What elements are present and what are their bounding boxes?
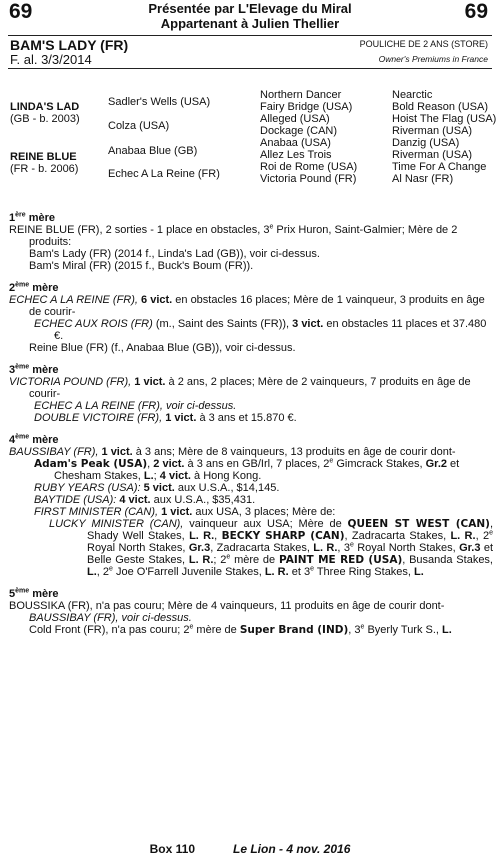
pedigree-gen3: Roi de Rome (USA) (260, 161, 358, 173)
section-title-4: 4ème mère (9, 433, 59, 446)
grand-produce-entry: LUCKY MINISTER (CAN), vainqueur aux USA; Mère de QUEEN ST WEST (CAN), Shady Well Stakes, L. R., BECKY SHARP (CAN), Zadracarta Stakes, L. R., 2e Royal North Stakes, Gr.3, Zadracarta Stakes, L. R., 3e Royal North Stakes, Gr.3 et Belle Geste Stakes, L. R.; 2e mère de PAINT ME RED (USA), Busanda Stakes, L., 2e Joe O'Farrell Juvenile Stakes, L. R. et 3e Three Ring Stakes, L. (49, 518, 494, 578)
produce-entry: ECHEC A LA REINE (FR), voir ci-dessus. (34, 400, 237, 412)
horse-category: POULICHE DE 2 ANS (STORE) (359, 39, 488, 49)
produce-entry: ECHEC AUX ROIS (FR) (m., Saint des Saints (FR)), 3 vict. en obstacles 11 places et 37.480 €. (34, 318, 487, 342)
owner-line: Appartenant à Julien Thellier (160, 16, 340, 31)
produce-entry: RUBY YEARS (USA): 5 vict. aux U.S.A., $14,145. (34, 482, 280, 494)
produce-entry: Bam's Miral (FR) (2015 f., Buck's Boum (FR)). (29, 260, 254, 272)
produce-entry: FIRST MINISTER (CAN), 1 vict. aux USA, 3 places; Mère de: (34, 506, 336, 518)
pedigree-gen4: Bold Reason (USA) (392, 101, 488, 113)
presenter-block (0, 1, 500, 31)
produce-entry: Adam's Peak (USA), 2 vict. à 3 ans en GB/Irl, 7 places, 2e Gimcrack Stakes, Gr.2 et Chesham Stakes, L.; 4 vict. à Hong Kong. (34, 457, 460, 482)
lot-number-left: 69 (9, 0, 33, 23)
pedigree-gen3: Victoria Pound (FR) (260, 173, 357, 185)
divider (8, 68, 492, 69)
section-title-2: 2ème mère (9, 281, 59, 294)
pedigree-gen4: Hoist The Flag (USA) (392, 113, 497, 125)
produce-entry: BAUSSIBAY (FR), voir ci-dessus. (29, 612, 192, 624)
produce-entry: Reine Blue (FR) (f., Anabaa Blue (GB)), voir ci-dessus. (29, 342, 296, 354)
horse-name: BAM'S LADY (FR) (10, 37, 129, 53)
pedigree-dam: REINE BLUE (10, 151, 77, 163)
pedigree-gen3: Alleged (USA) (260, 113, 330, 125)
fourth-dam-entry: BAUSSIBAY (FR), 1 vict. à 3 ans; Mère de 8 vainqueurs, 13 produits en âge de courir dont- (9, 446, 456, 458)
pedigree-gen4: Riverman (USA) (392, 125, 473, 137)
pedigree-gen3: Dockage (CAN) (260, 125, 338, 137)
first-dam-entry: REINE BLUE (FR), 2 sorties - 1 place en obstacles, 3e Prix Huron, Saint-Galmier; Mère de 2 produits: (9, 223, 458, 248)
second-dam-entry: ECHEC A LA REINE (FR), 6 vict. en obstacles 16 places; Mère de 1 vainqueur, 3 produits en âge de courir- (9, 294, 485, 318)
pedigree-gen2: Anabaa Blue (GB) (108, 145, 198, 157)
owner-premiums: Owner's Premiums in France (378, 54, 488, 64)
pedigree-dam-detail: (FR - b. 2006) (10, 163, 79, 175)
section-title-3: 3ème mère (9, 363, 59, 376)
lot-number-right: 69 (464, 0, 488, 23)
pedigree-gen4: Al Nasr (FR) (392, 173, 454, 185)
produce-entry: Cold Front (FR), n'a pas couru; 2e mère de Super Brand (IND), 3e Byerly Turk S., L. (29, 623, 452, 636)
pedigree-gen4: Nearctic (392, 89, 433, 101)
pedigree-sire: LINDA'S LAD (10, 101, 80, 113)
section-title-1: 1ère mère (9, 211, 55, 224)
pedigree-gen4: Time For A Change (392, 161, 487, 173)
produce-entry: BAYTIDE (USA): 4 vict. aux U.S.A., $35,431. (34, 494, 256, 506)
dam-line-record (9, 212, 493, 636)
produce-entry: DOUBLE VICTOIRE (FR), 1 vict. à 3 ans et 15.870 €. (34, 412, 297, 424)
produce-entry: Bam's Lady (FR) (2014 f., Linda's Lad (GB)), voir ci-dessus. (29, 248, 320, 260)
presenter-line: Présentée par L'Elevage du Miral (148, 1, 352, 16)
pedigree-gen4: Riverman (USA) (392, 149, 473, 161)
divider (8, 35, 492, 36)
pedigree-gen4: Danzig (USA) (392, 137, 460, 149)
pedigree-gen2: Colza (USA) (108, 120, 170, 132)
pedigree-gen3: Allez Les Trois (260, 149, 332, 161)
pedigree-gen2: Echec A La Reine (FR) (108, 168, 220, 180)
fifth-dam-entry: BOUSSIKA (FR), n'a pas couru; Mère de 4 vainqueurs, 11 produits en âge de courir dont- (9, 600, 445, 612)
pedigree-gen3: Anabaa (USA) (260, 137, 331, 149)
horse-identity: F. al. 3/3/2014 (10, 52, 92, 67)
box-number: Box 110 (149, 842, 195, 856)
third-dam-entry: VICTORIA POUND (FR), 1 vict. à 2 ans, 2 places; Mère de 2 vainqueurs, 7 produits en âge de courir- (9, 376, 471, 400)
section-title-5: 5ème mère (9, 587, 59, 600)
sale-event: Le Lion - 4 nov. 2016 (233, 842, 351, 856)
pedigree-gen3: Northern Dancer (260, 89, 342, 101)
pedigree-gen2: Sadler's Wells (USA) (108, 96, 211, 108)
pedigree-sire-detail: (GB - b. 2003) (10, 113, 80, 125)
footer (0, 842, 500, 856)
pedigree-gen3: Fairy Bridge (USA) (260, 101, 353, 113)
